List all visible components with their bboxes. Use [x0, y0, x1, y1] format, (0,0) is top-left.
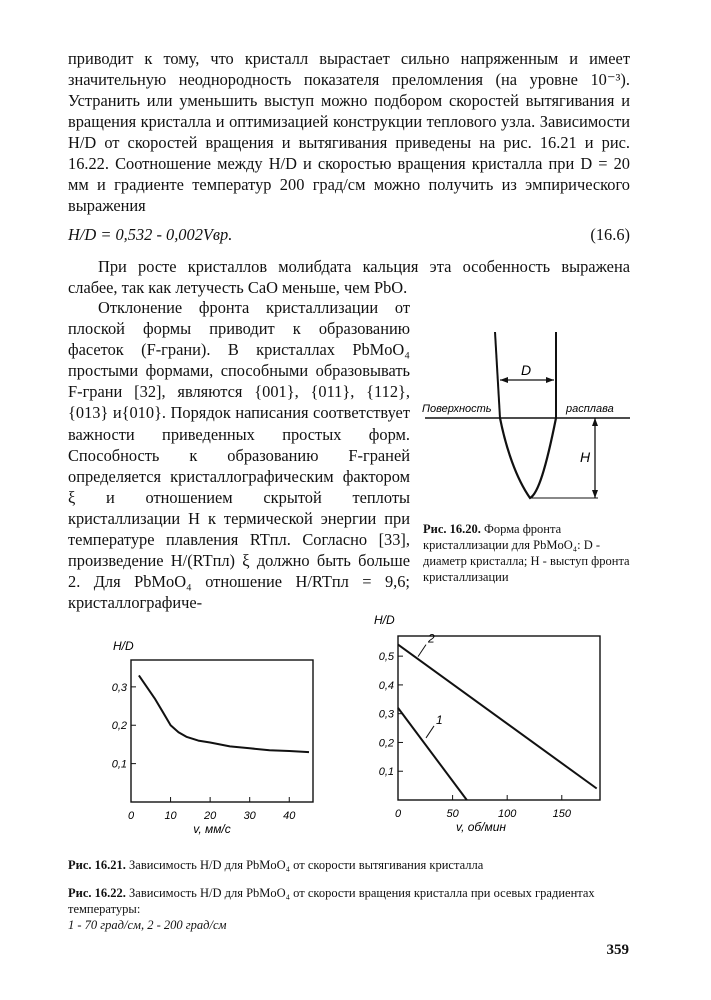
figure-16-22-caption-text: Зависимость H/D для PbMoO₄ от скорости вращения кристалла при осевых градиентах температуры:	[68, 886, 595, 916]
x-tick-label: 30	[243, 810, 256, 822]
x-tick-label: 0	[394, 808, 402, 820]
crystal-left-wall	[495, 332, 500, 418]
series-line-main	[139, 675, 309, 752]
page-number: 359	[606, 942, 629, 958]
series-label-1: 1	[436, 712, 443, 727]
y-tick-label: 0,3	[378, 708, 394, 721]
y-tick-label: 0,1	[378, 766, 394, 779]
paragraph-2: При росте кристаллов молибдата кальция эта особенность выражена слабее, так как летучесть CaO меньше, чем PbO.	[68, 257, 630, 297]
x-tick-label: 50	[446, 808, 459, 820]
x-tick-label: 150	[552, 808, 571, 820]
diameter-label: D	[520, 362, 532, 378]
y-axis-label: H/D	[113, 639, 134, 653]
figure-16-21-chart	[95, 630, 325, 845]
y-tick-label: 0,5	[378, 651, 394, 664]
h-arrow-top-head	[592, 418, 598, 426]
figure-16-21-caption-label: Рис. 16.21.	[68, 858, 126, 872]
x-tick-label: 10	[164, 810, 177, 822]
crystallization-front	[500, 418, 556, 498]
figure-16-22-caption	[68, 885, 638, 933]
equation-16-6	[68, 225, 630, 245]
x-axis-label: v, мм/с	[193, 822, 231, 836]
figure-16-22-caption-label: Рис. 16.22.	[68, 886, 126, 900]
surface-label-right: расплава	[566, 403, 614, 415]
diameter-arrow-right-head	[546, 377, 554, 383]
series-leader-1	[426, 726, 434, 738]
x-axis-label: v, об/мин	[455, 820, 507, 834]
plot-frame	[131, 660, 313, 802]
figure-16-22-chart	[360, 608, 605, 848]
series-line-1	[398, 708, 467, 800]
figure-16-22-legend: 1 - 70 град/см, 2 - 200 град/см	[68, 918, 227, 932]
figure-16-20-caption-label: Рис. 16.20.	[423, 522, 481, 536]
y-tick-label: 0,2	[378, 737, 394, 750]
figure-16-20-caption	[423, 521, 633, 585]
diameter-arrow-left-head	[500, 377, 508, 383]
figure-16-20-caption-text: Форма фронта кристаллизации для PbMoO₄: D - диаметр кристалла; H - выступ фронта кристаллизации	[423, 522, 630, 584]
h-label: H	[579, 449, 591, 465]
x-tick-label: 0	[127, 810, 135, 822]
x-tick-label: 40	[283, 810, 296, 822]
equation-number: (16.6)	[590, 225, 630, 244]
figure-16-21-caption-text: Зависимость H/D для PbMoO₄ от скорости вытягивания кристалла	[129, 858, 484, 872]
equation-text: H/D = 0,532 - 0,002Vвр.	[68, 225, 233, 244]
series-line-2	[398, 645, 597, 789]
paragraph-3: Отклонение фронта кристаллизации от плоской формы приводит к образованию фасеток (F-грани). В кристаллах PbMoO₄ простыми формами, способными образовывать F-грани [32], являются {001}, {011}, {112}, {013} и{010}. Порядок написания соответствует важности приведенных простых форм. Способность к образованию F-граней определяется кристаллографическим фактором ξ и отношением скрытой теплоты кристаллизации H к термической энергии при температуре плавления RTпл. Согласно [33], произведение H/(RTпл) ξ должно быть больше 2. Для PbMoO₄ отношение H/RTпл = 9,6; кристаллографиче-	[68, 298, 410, 613]
paragraph-1-text: приводит к тому, что кристалл вырастает сильно напряженным и имеет значительную неоднородность показателя преломления (на уровне 10⁻³). Устранить или уменьшить выступ можно подбором скоростей вытягивания и вращения кристалла и оптимизацией конструкции теплового узла. Зависимости H/D от скоростей вращения и вытягивания приведены на рис. 16.21 и рис. 16.22. Соотношение между H/D и скоростью вращения кристалла при D = 20 мм и градиенте температур 200 град/см можно получить из эмпирического выражения	[68, 49, 630, 215]
y-tick-label: 0,2	[111, 720, 127, 733]
series-leader-2	[418, 645, 426, 657]
y-axis-label: H/D	[374, 613, 395, 627]
surface-label-left: Поверхность	[422, 403, 492, 415]
figure-16-21-caption	[68, 857, 638, 873]
series-label-2: 2	[428, 631, 435, 646]
x-tick-label: 20	[204, 810, 217, 822]
h-arrow-bottom-head	[592, 490, 598, 498]
paragraph-1	[68, 48, 630, 216]
y-tick-label: 0,3	[111, 681, 127, 694]
y-tick-label: 0,1	[111, 758, 127, 771]
x-tick-label: 100	[498, 808, 517, 820]
y-tick-label: 0,4	[378, 679, 394, 692]
figure-16-20	[420, 328, 640, 518]
